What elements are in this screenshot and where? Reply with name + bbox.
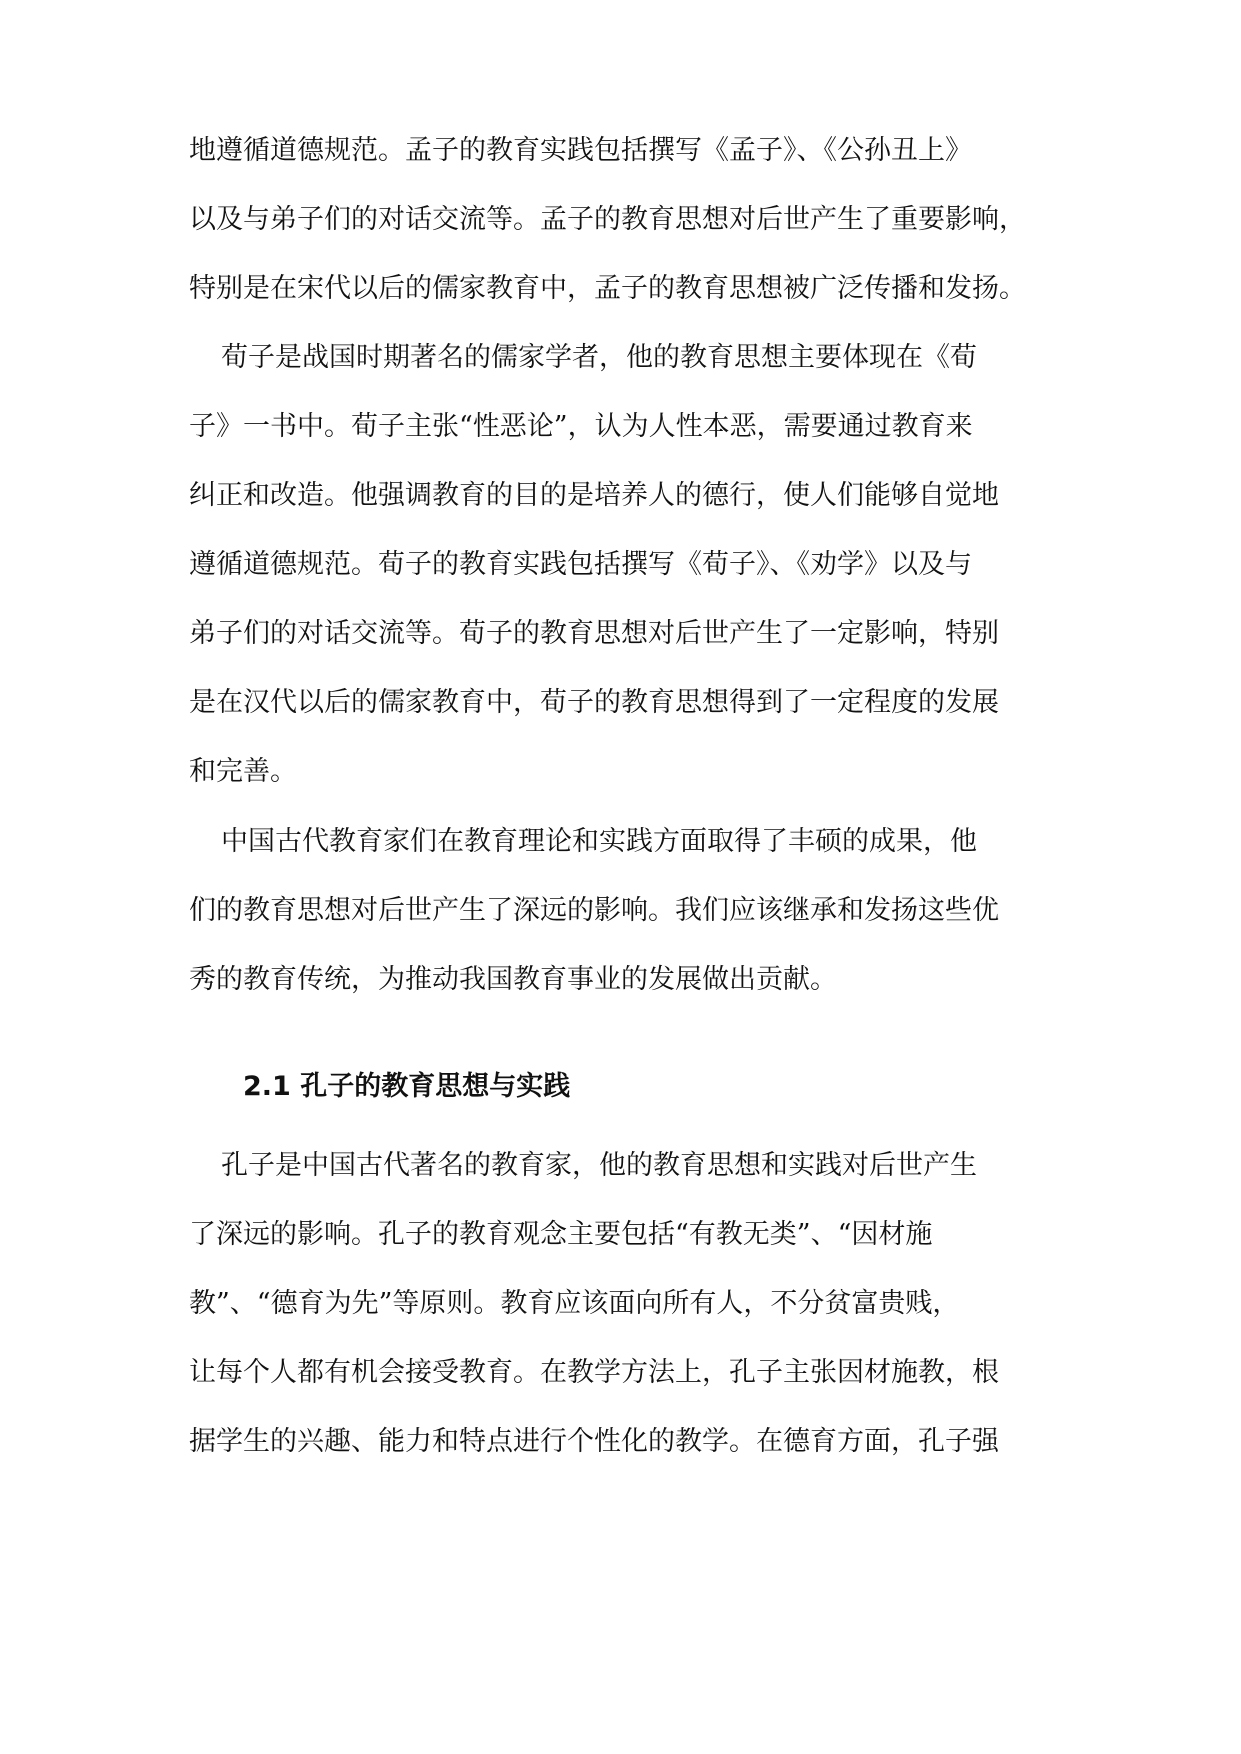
paragraph-2-line-4: 遵循道德规范。荀子的教育实践包括撰写《荀子》、《劝学》以及与 [189, 549, 972, 580]
paragraph-2-line-2: 子》一书中。荀子主张“性恶论”，认为人性本恶，需要通过教育来 [189, 411, 973, 442]
section-paragraph-line-5: 据学生的兴趣、能力和特点进行个性化的教学。在德育方面，孔子强 [189, 1426, 999, 1457]
paragraph-2-line-7: 和完善。 [189, 756, 297, 787]
paragraph-2-line-3: 纠正和改造。他强调教育的目的是培养人的德行，使人们能够自觉地 [189, 480, 999, 511]
paragraph-1-line-3: 特别是在宋代以后的儒家教育中，孟子的教育思想被广泛传播和发扬。 [189, 273, 1026, 304]
paragraph-3-line-1: 中国古代教育家们在教育理论和实践方面取得了丰硕的成果，他 [221, 826, 977, 857]
section-paragraph-line-2: 了深远的影响。孔子的教育观念主要包括“有教无类”、“因材施 [189, 1219, 933, 1250]
paragraph-3-line-3: 秀的教育传统，为推动我国教育事业的发展做出贡献。 [189, 964, 837, 995]
paragraph-2-line-6: 是在汉代以后的儒家教育中，荀子的教育思想得到了一定程度的发展 [189, 687, 999, 718]
paragraph-2-line-5: 弟子们的对话交流等。荀子的教育思想对后世产生了一定影响，特别 [189, 618, 999, 649]
section-heading: 2.1 孔子的教育思想与实践 [243, 1071, 571, 1102]
section-paragraph-line-3: 教”、“德育为先”等原则。教育应该面向所有人，不分贫富贵贱， [189, 1288, 960, 1319]
section-paragraph-line-1: 孔子是中国古代著名的教育家，他的教育思想和实践对后世产生 [221, 1150, 977, 1181]
paragraph-1-line-2: 以及与弟子们的对话交流等。孟子的教育思想对后世产生了重要影响， [189, 204, 1026, 235]
section-paragraph-line-4: 让每个人都有机会接受教育。在教学方法上，孔子主张因材施教，根 [189, 1357, 999, 1388]
paragraph-1-line-1: 地遵循道德规范。孟子的教育实践包括撰写《孟子》、《公孙丑上》 [189, 135, 972, 166]
paragraph-2-line-1: 荀子是战国时期著名的儒家学者，他的教育思想主要体现在《荀 [221, 342, 977, 373]
paragraph-3-line-2: 们的教育思想对后世产生了深远的影响。我们应该继承和发扬这些优 [189, 895, 999, 926]
